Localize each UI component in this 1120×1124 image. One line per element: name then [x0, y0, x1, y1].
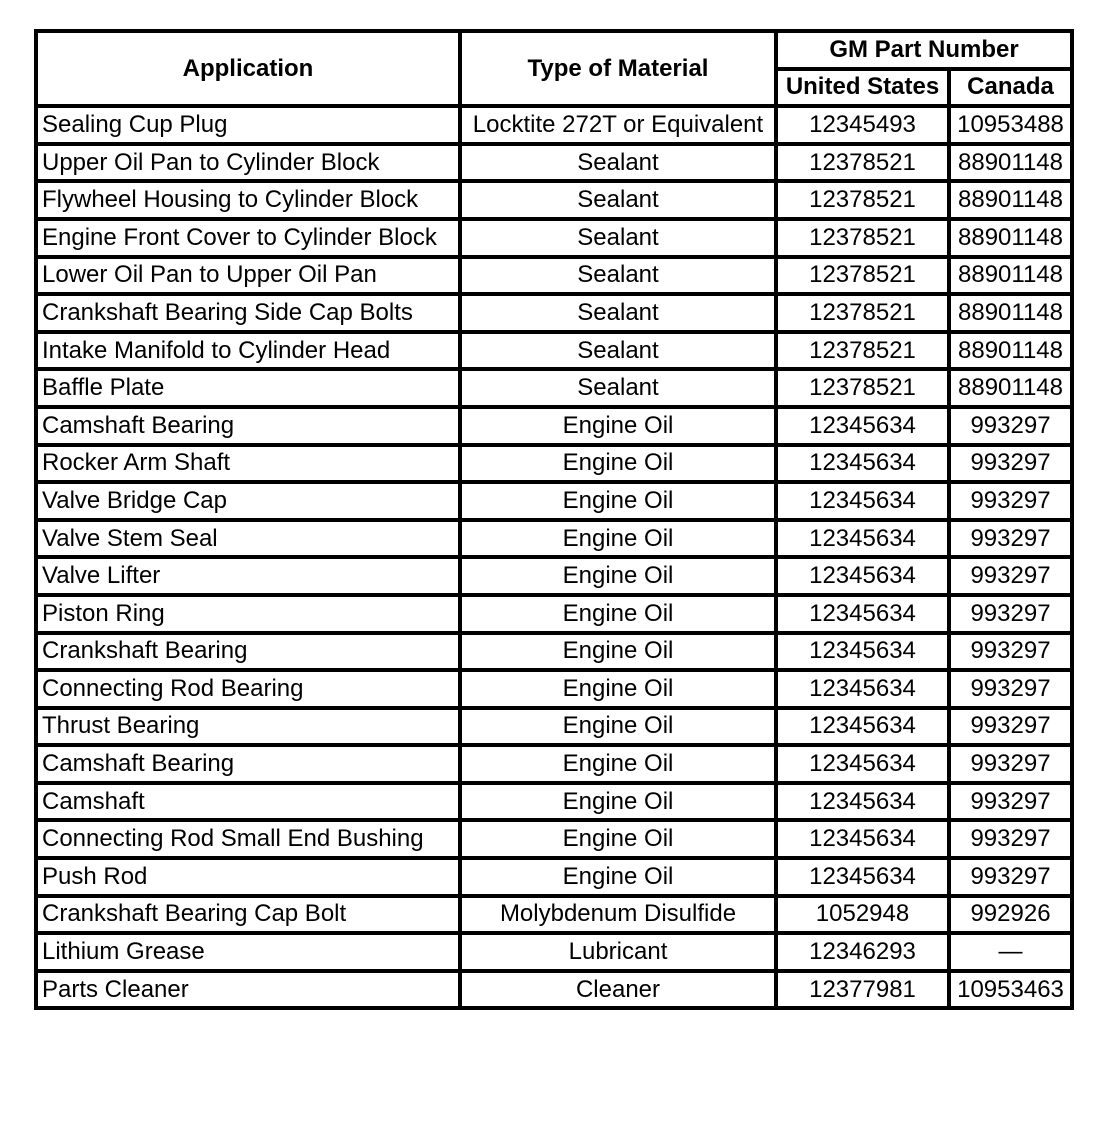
header-material: Type of Material	[460, 31, 776, 106]
table-header	[36, 31, 1072, 106]
canada-part-number-cell: 88901148	[949, 294, 1072, 332]
canada-part-number-cell: —	[949, 933, 1072, 971]
material-cell: Sealant	[460, 332, 776, 370]
application-cell: Valve Lifter	[36, 557, 460, 595]
canada-part-number-cell: 993297	[949, 745, 1072, 783]
material-cell: Cleaner	[460, 971, 776, 1009]
application-cell: Connecting Rod Bearing	[36, 670, 460, 708]
table-row	[36, 971, 1072, 1009]
application-cell: Connecting Rod Small End Bushing	[36, 820, 460, 858]
table-row	[36, 858, 1072, 896]
us-part-number-cell: 12345634	[776, 708, 949, 746]
table-row	[36, 332, 1072, 370]
us-part-number-cell: 12345634	[776, 595, 949, 633]
canada-part-number-cell: 993297	[949, 595, 1072, 633]
canada-part-number-cell: 993297	[949, 820, 1072, 858]
us-part-number-cell: 12345634	[776, 745, 949, 783]
table-row	[36, 520, 1072, 558]
table-row	[36, 181, 1072, 219]
canada-part-number-cell: 88901148	[949, 219, 1072, 257]
table-row	[36, 482, 1072, 520]
table-row	[36, 144, 1072, 182]
us-part-number-cell: 12378521	[776, 332, 949, 370]
table-row	[36, 820, 1072, 858]
us-part-number-cell: 12345634	[776, 445, 949, 483]
application-cell: Baffle Plate	[36, 369, 460, 407]
canada-part-number-cell: 993297	[949, 520, 1072, 558]
table-row	[36, 369, 1072, 407]
material-cell: Engine Oil	[460, 708, 776, 746]
header-canada: Canada	[949, 69, 1072, 107]
canada-part-number-cell: 993297	[949, 708, 1072, 746]
table-row	[36, 896, 1072, 934]
application-cell: Piston Ring	[36, 595, 460, 633]
material-cell: Engine Oil	[460, 595, 776, 633]
application-cell: Intake Manifold to Cylinder Head	[36, 332, 460, 370]
us-part-number-cell: 12346293	[776, 933, 949, 971]
material-cell: Engine Oil	[460, 407, 776, 445]
canada-part-number-cell: 993297	[949, 783, 1072, 821]
material-cell: Engine Oil	[460, 557, 776, 595]
material-cell: Engine Oil	[460, 858, 776, 896]
application-cell: Lithium Grease	[36, 933, 460, 971]
us-part-number-cell: 12345634	[776, 557, 949, 595]
material-cell: Sealant	[460, 181, 776, 219]
canada-part-number-cell: 993297	[949, 633, 1072, 671]
us-part-number-cell: 12377981	[776, 971, 949, 1009]
us-part-number-cell: 12378521	[776, 257, 949, 295]
material-cell: Engine Oil	[460, 783, 776, 821]
table-row	[36, 933, 1072, 971]
canada-part-number-cell: 993297	[949, 445, 1072, 483]
table-row	[36, 557, 1072, 595]
material-cell: Engine Oil	[460, 445, 776, 483]
header-application: Application	[36, 31, 460, 106]
header-gm-part-number: GM Part Number	[776, 31, 1072, 69]
application-cell: Crankshaft Bearing	[36, 633, 460, 671]
application-cell: Crankshaft Bearing Side Cap Bolts	[36, 294, 460, 332]
us-part-number-cell: 12345493	[776, 106, 949, 144]
application-cell: Lower Oil Pan to Upper Oil Pan	[36, 257, 460, 295]
table-row	[36, 294, 1072, 332]
header-united-states: United States	[776, 69, 949, 107]
material-cell: Sealant	[460, 219, 776, 257]
canada-part-number-cell: 88901148	[949, 181, 1072, 219]
us-part-number-cell: 12378521	[776, 219, 949, 257]
table-row	[36, 783, 1072, 821]
application-cell: Rocker Arm Shaft	[36, 445, 460, 483]
us-part-number-cell: 12345634	[776, 783, 949, 821]
table-row	[36, 407, 1072, 445]
canada-part-number-cell: 993297	[949, 858, 1072, 896]
material-cell: Locktite 272T or Equivalent	[460, 106, 776, 144]
us-part-number-cell: 12378521	[776, 181, 949, 219]
material-cell: Sealant	[460, 257, 776, 295]
material-cell: Engine Oil	[460, 820, 776, 858]
us-part-number-cell: 12378521	[776, 144, 949, 182]
us-part-number-cell: 12345634	[776, 858, 949, 896]
canada-part-number-cell: 993297	[949, 482, 1072, 520]
us-part-number-cell: 12345634	[776, 482, 949, 520]
application-cell: Camshaft Bearing	[36, 745, 460, 783]
table-row	[36, 633, 1072, 671]
canada-part-number-cell: 88901148	[949, 332, 1072, 370]
material-cell: Sealant	[460, 144, 776, 182]
application-cell: Valve Bridge Cap	[36, 482, 460, 520]
material-cell: Lubricant	[460, 933, 776, 971]
material-cell: Engine Oil	[460, 520, 776, 558]
table-row	[36, 745, 1072, 783]
table-row	[36, 708, 1072, 746]
canada-part-number-cell: 10953463	[949, 971, 1072, 1009]
canada-part-number-cell: 993297	[949, 557, 1072, 595]
canada-part-number-cell: 88901148	[949, 257, 1072, 295]
application-cell: Push Rod	[36, 858, 460, 896]
table-row	[36, 445, 1072, 483]
canada-part-number-cell: 10953488	[949, 106, 1072, 144]
us-part-number-cell: 12345634	[776, 520, 949, 558]
us-part-number-cell: 12345634	[776, 407, 949, 445]
application-cell: Camshaft	[36, 783, 460, 821]
application-cell: Thrust Bearing	[36, 708, 460, 746]
table-row	[36, 106, 1072, 144]
material-cell: Engine Oil	[460, 670, 776, 708]
us-part-number-cell: 12378521	[776, 294, 949, 332]
table-row	[36, 219, 1072, 257]
application-cell: Engine Front Cover to Cylinder Block	[36, 219, 460, 257]
table-row	[36, 670, 1072, 708]
material-cell: Molybdenum Disulfide	[460, 896, 776, 934]
table-row	[36, 257, 1072, 295]
application-cell: Crankshaft Bearing Cap Bolt	[36, 896, 460, 934]
us-part-number-cell: 12345634	[776, 670, 949, 708]
application-cell: Camshaft Bearing	[36, 407, 460, 445]
canada-part-number-cell: 993297	[949, 670, 1072, 708]
material-cell: Engine Oil	[460, 745, 776, 783]
canada-part-number-cell: 88901148	[949, 369, 1072, 407]
material-cell: Engine Oil	[460, 482, 776, 520]
material-cell: Sealant	[460, 369, 776, 407]
parts-table	[34, 29, 1074, 1010]
application-cell: Valve Stem Seal	[36, 520, 460, 558]
us-part-number-cell: 1052948	[776, 896, 949, 934]
application-cell: Upper Oil Pan to Cylinder Block	[36, 144, 460, 182]
us-part-number-cell: 12378521	[776, 369, 949, 407]
canada-part-number-cell: 992926	[949, 896, 1072, 934]
application-cell: Sealing Cup Plug	[36, 106, 460, 144]
table-body	[36, 106, 1072, 1008]
us-part-number-cell: 12345634	[776, 633, 949, 671]
table-row	[36, 595, 1072, 633]
application-cell: Parts Cleaner	[36, 971, 460, 1009]
canada-part-number-cell: 993297	[949, 407, 1072, 445]
material-cell: Engine Oil	[460, 633, 776, 671]
application-cell: Flywheel Housing to Cylinder Block	[36, 181, 460, 219]
us-part-number-cell: 12345634	[776, 820, 949, 858]
material-cell: Sealant	[460, 294, 776, 332]
canada-part-number-cell: 88901148	[949, 144, 1072, 182]
